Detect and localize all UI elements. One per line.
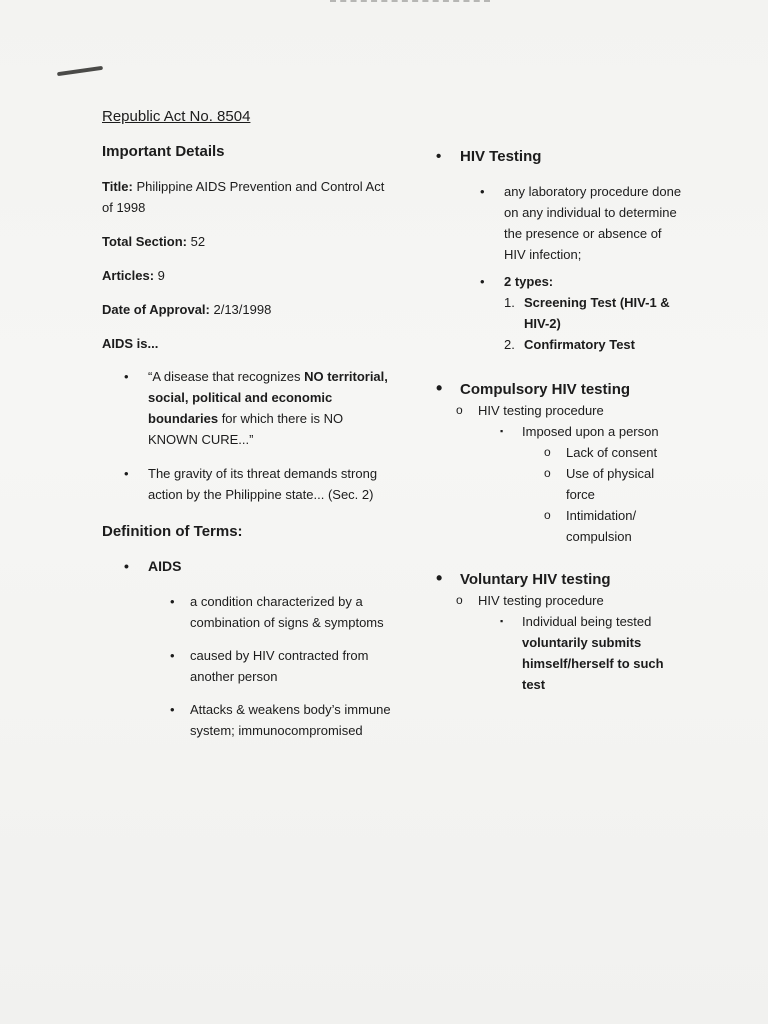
voluntary-item [412,611,686,695]
types-item [436,271,686,355]
pen-mark [57,66,103,76]
definitions-heading: Definition of Terms: [102,523,243,540]
type-number: 2. [504,337,515,352]
hiv-testing-heading: • HIV Testing [436,146,686,167]
bleed-through-mark [330,0,490,8]
detail-date-approval [102,299,392,320]
aids-point: • Attacks & weakens body’s immune system; immunocompromised [102,699,392,741]
quote-text: “A disease that recognizes [148,369,305,384]
aids-quotes-list [102,366,392,505]
voluntary-procedure: o HIV testing procedure [412,590,686,611]
detail-key: Articles: [102,268,155,283]
type-item [504,292,686,334]
voluntary-text: Individual being tested [522,614,652,629]
compulsory-procedure: o HIV testing procedure [412,400,686,421]
quote-item: • The gravity of its threat demands strong action by the Philippine state... (Sec. 2) [102,463,392,505]
voluntary-heading: • Voluntary HIV testing [436,569,686,590]
reason-item: o Use of physical force [412,463,686,505]
type-text: Screening Test (HIV-1 & HIV-2) [524,295,670,331]
aids-is-heading: AIDS is... [102,336,159,351]
detail-key: Total Section: [102,234,187,249]
type-text: Confirmatory Test [524,337,635,352]
detail-total-section [102,231,392,252]
quote-text: for which there is NO KNOWN CURE...” [148,411,344,447]
left-column [102,106,392,753]
detail-articles [102,265,392,286]
hiv-testing-definition: • any laboratory procedure done on any individual to determine the presence or absence of HIV infection; [436,181,686,265]
types-list [504,292,686,355]
detail-title [102,176,392,218]
type-number: 1. [504,295,515,310]
important-details-heading: Important Details [102,143,225,160]
detail-value: 9 [154,268,165,283]
type-item [504,334,686,355]
detail-value: 2/13/1998 [209,302,272,317]
imposed-item: ▪ Imposed upon a person [412,421,686,442]
quote-item [102,366,392,450]
detail-value: Philippine AIDS Prevention and Control Act of 1998 [102,179,385,215]
types-label: • 2 types: [504,274,554,289]
act-title: Republic Act No. 8504 [102,108,251,125]
aids-point: • caused by HIV contracted from another person [102,645,392,687]
reason-item: o Lack of consent [412,442,686,463]
detail-key: Title: [102,179,133,194]
right-column [436,146,686,695]
quote-emphasis: NO territorial, social, political and economic boundaries [148,369,388,426]
detail-key: Date of Approval: [102,302,210,317]
aids-points-list [102,591,392,741]
voluntary-emphasis: voluntarily submits himself/herself to such test [522,635,664,692]
compulsory-tree [412,400,686,547]
voluntary-tree [412,590,686,695]
detail-value: 52 [186,234,206,249]
reason-item: o Intimidation/ compulsion [412,505,686,547]
compulsory-heading: • Compulsory HIV testing [436,379,686,400]
term-aids: • AIDS [102,556,392,577]
hiv-testing-list [436,181,686,355]
aids-point: • a condition characterized by a combination of signs & symptoms [102,591,392,633]
